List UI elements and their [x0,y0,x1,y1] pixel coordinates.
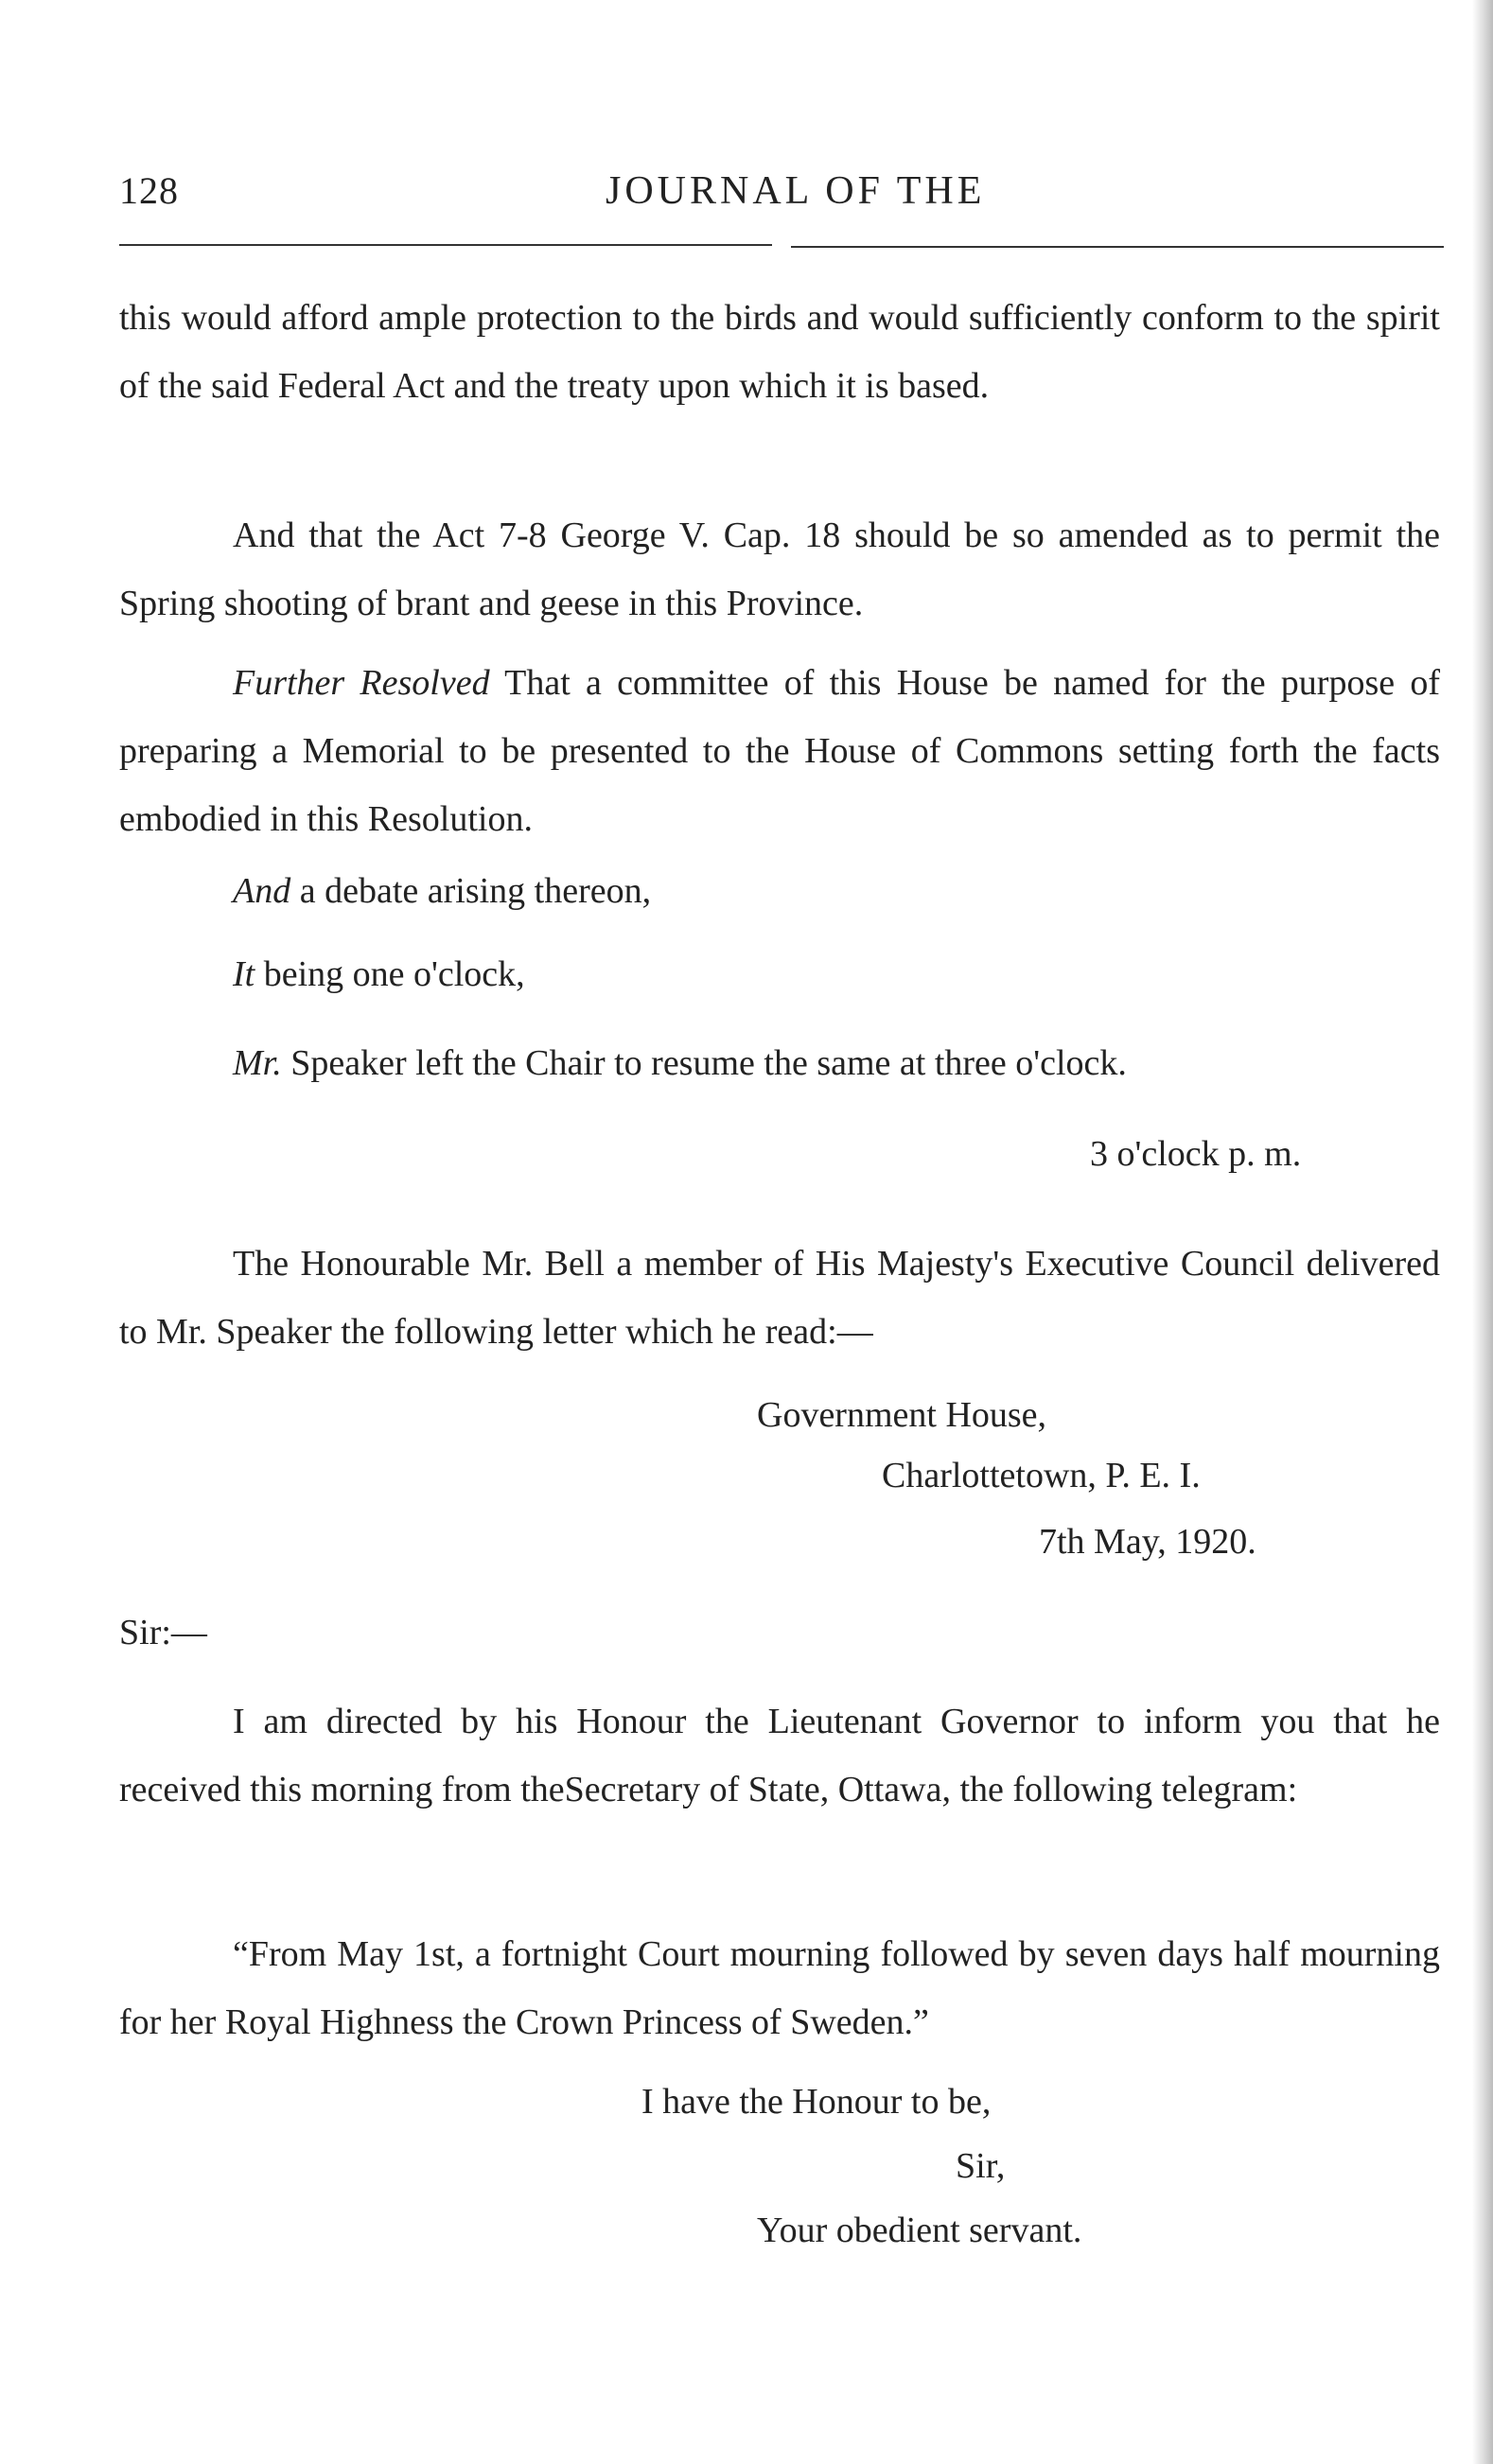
running-title: JOURNAL OF THE [606,169,986,213]
letter-address-line-2: Charlottetown, P. E. I. [882,1456,1201,1495]
further-resolved-text: That a committee of this House be named for the purpose of preparing a Memorial to be presented to the House of Commons setting forth the facts embodied in this Resolution. [119,663,1440,839]
telegram-quote: “From May 1st, a fortnight Court mourning followed by seven days half mourning for her Royal Highness the Crown Princess of Sweden.” [119,1934,1440,2042]
speaker-left-chair-line: Mr. Speaker left the Chair to resume the same at three o'clock. [233,1043,1127,1083]
letter-address-line-1: Government House, [757,1395,1047,1435]
header-rule-left [119,244,772,246]
paragraph-letter-delivered: The Honourable Mr. Bell a member of His Majesty's Executive Council delivered to Mr. Speaker the following letter which he read:— [119,1244,1440,1352]
letter-paragraph: I am directed by his Honour the Lieutenant Governor to inform you that he received this morning from theSecretary of State, Ottawa, the following telegram: [119,1702,1440,1809]
one-oclock-line: It being one o'clock, [233,954,525,994]
further-resolved-label: Further Resolved [233,663,490,703]
page-number: 128 [119,169,179,212]
letter-closing-line-1: I have the Honour to be, [641,2082,992,2122]
scan-edge [1472,0,1493,2464]
paragraph-amendment: And that the Act 7-8 George V. Cap. 18 should be so amended as to permit the Spring shooting of brant and geese in this Province. [119,516,1440,623]
letter-date: 7th May, 1920. [1039,1522,1256,1562]
debate-line: And a debate arising thereon, [233,871,652,911]
header-rule-right [791,246,1444,248]
letter-closing-line-3: Your obedient servant. [757,2211,1082,2250]
letter-closing-line-2: Sir, [956,2146,1006,2186]
time-note: 3 o'clock p. m. [1090,1134,1302,1174]
paragraph-continuation: this would afford ample protection to the birds and would sufficiently conform to the spirit of the said Federal Act and the treaty upon which it is based. [119,298,1440,406]
paragraph-further-resolved [119,649,1440,853]
letter-salutation: Sir:— [119,1613,207,1652]
